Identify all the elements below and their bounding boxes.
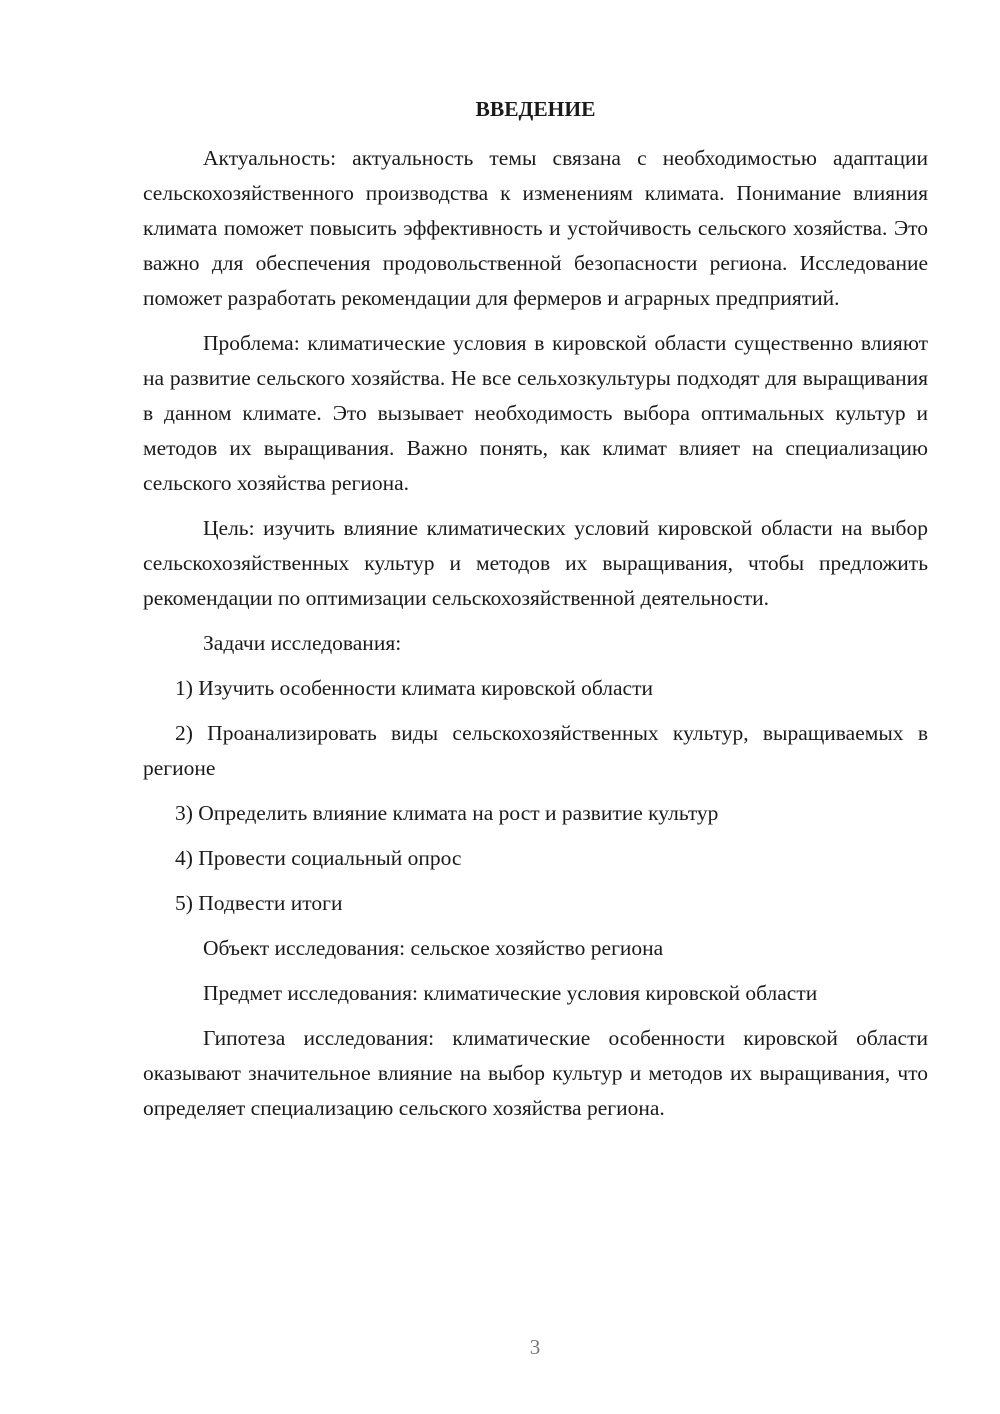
research-subject: Предмет исследования: климатические условия кировской области xyxy=(203,981,818,1005)
research-hypothesis: Гипотеза исследования: климатические особенности кировской области оказывают значительное влияние на выбор культур и методов их выращивания, что определяет специализацию сельского хозяйства региона. xyxy=(143,1026,928,1120)
paragraph-problem: Проблема: климатические условия в кировской области существенно влияют на развитие сельского хозяйства. Не все сельхозкультуры подходят для выращивания в данном климате. Это вызывает необходимость выбора оптимальных культур и методов их выращивания. Важно понять, как климат влияет на специализацию сельского хозяйства региона. xyxy=(143,331,928,495)
task-item-1: 1) Изучить особенности климата кировской области xyxy=(175,676,653,700)
task-item-5: 5) Подвести итоги xyxy=(175,891,343,915)
task-item-2: 2) Проанализировать виды сельскохозяйственных культур, выращиваемых в регионе xyxy=(143,721,928,780)
task-item-4: 4) Провести социальный опрос xyxy=(175,846,462,870)
paragraph-goal: Цель: изучить влияние климатических условий кировской области на выбор сельскохозяйственных культур и методов их выращивания, чтобы предложить рекомендации по оптимизации сельскохозяйственной деятельности. xyxy=(143,516,928,610)
tasks-heading: Задачи исследования: xyxy=(203,631,402,655)
paragraph-relevance: Актуальность: актуальность темы связана с необходимостью адаптации сельскохозяйственного производства к изменениям климата. Понимание влияния климата поможет повысить эффективность и устойчивость сельского хозяйства. Это важно для обеспечения продовольственной безопасности региона. Исследование поможет разработать рекомендации для фермеров и аграрных предприятий. xyxy=(143,146,928,310)
page-title: ВВЕДЕНИЕ xyxy=(475,97,596,121)
page-number: 3 xyxy=(529,1335,541,1359)
research-object: Объект исследования: сельское хозяйство региона xyxy=(203,936,664,960)
task-item-3: 3) Определить влияние климата на рост и развитие культур xyxy=(175,801,719,825)
page-content xyxy=(143,92,928,1136)
